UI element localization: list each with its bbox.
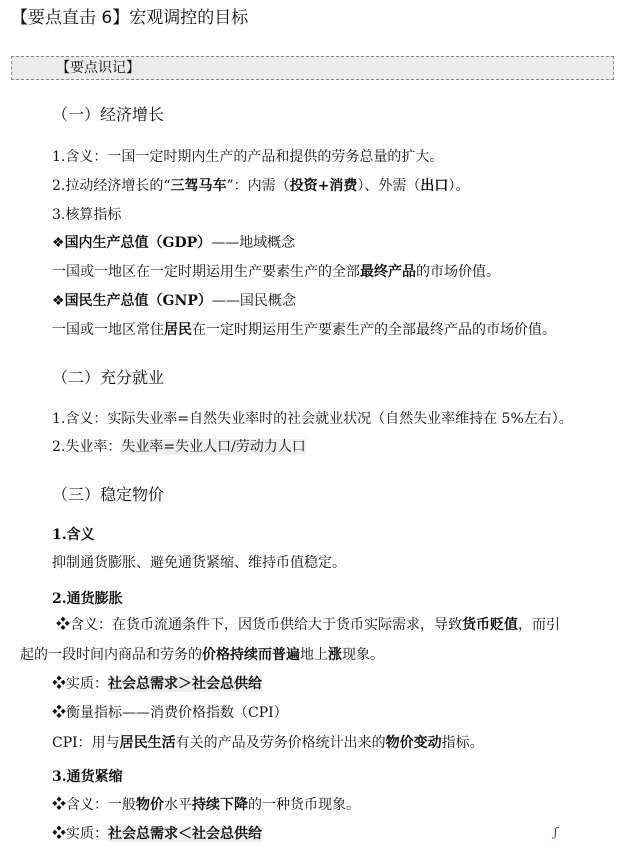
key-points-header-label: 【要点识记】 [56,60,140,76]
subheading: 3.通货紧缩 [52,769,123,785]
gdp-heading: ❖国内生产总值（GDP）——地域概念 [52,235,296,251]
section-heading-economic-growth: （一）经济增长 [52,105,165,124]
text-line: 1.含义：实际失业率=自然失业率时的社会就业状况（自然失业率维持在 5%左右）。 [52,411,573,427]
section-heading-full-employment: （二）充分就业 [52,368,165,387]
subheading: 2.通货膨胀 [52,591,123,607]
subheading: 1.含义 [52,527,95,543]
page-title: 【要点直击 6】宏观调控的目标 [11,8,249,28]
text-line: ❖含义：一般物价水平持续下降的一种货币现象。 [52,797,360,813]
text-line: 起的一段时间内商品和劳务的价格持续而普遍地上涨现象。 [20,647,384,663]
page-mark: ʃ [554,825,558,839]
text-line: ❖衡量指标——消费价格指数（CPI） [52,705,288,721]
section-heading-price-stability: （三）稳定物价 [52,485,165,504]
text-line: 2.失业率：失业率=失业人口/劳动力人口 [52,439,306,455]
highlighted-formula: 失业率=失业人口/劳动力人口 [121,439,306,455]
diamond-bullet-icon: ❖ [52,235,65,251]
highlighted-essence: 社会总需求＞社会总供给 [108,676,262,692]
text-line: ❖实质：社会总需求＜社会总供给 [52,826,262,842]
text-line: 3.核算指标 [52,207,122,223]
highlighted-essence: 社会总需求＜社会总供给 [108,826,262,842]
text-line: ❖实质：社会总需求＞社会总供给 [52,676,262,692]
gnp-heading: ❖国民生产总值（GNP）——国民概念 [52,293,296,309]
cpi-definition: CPI：用与居民生活有关的产品及劳务价格统计出来的物价变动指标。 [52,735,484,751]
gnp-definition: 一国或一地区常住居民在一定时期运用生产要素生产的全部最终产品的市场价值。 [52,322,556,338]
key-points-header-box [11,56,614,80]
text-line: 抑制通货膨胀、避免通货紧缩、维持币值稳定。 [52,555,346,571]
diamond-bullet-icon: ❖ [52,293,65,309]
text-line: 2.拉动经济增长的“三驾马车”：内需（投资+消费）、外需（出口）。 [52,178,470,194]
gdp-definition: 一国或一地区在一定时期运用生产要素生产的全部最终产品的市场价值。 [52,264,500,280]
text-line: 1.含义：一国一定时期内生产的产品和提供的劳务总量的扩大。 [52,149,444,165]
text-line: ❖含义：在货币流通条件下，因货币供给大于货币实际需求，导致货币贬值，而引 [56,617,560,633]
